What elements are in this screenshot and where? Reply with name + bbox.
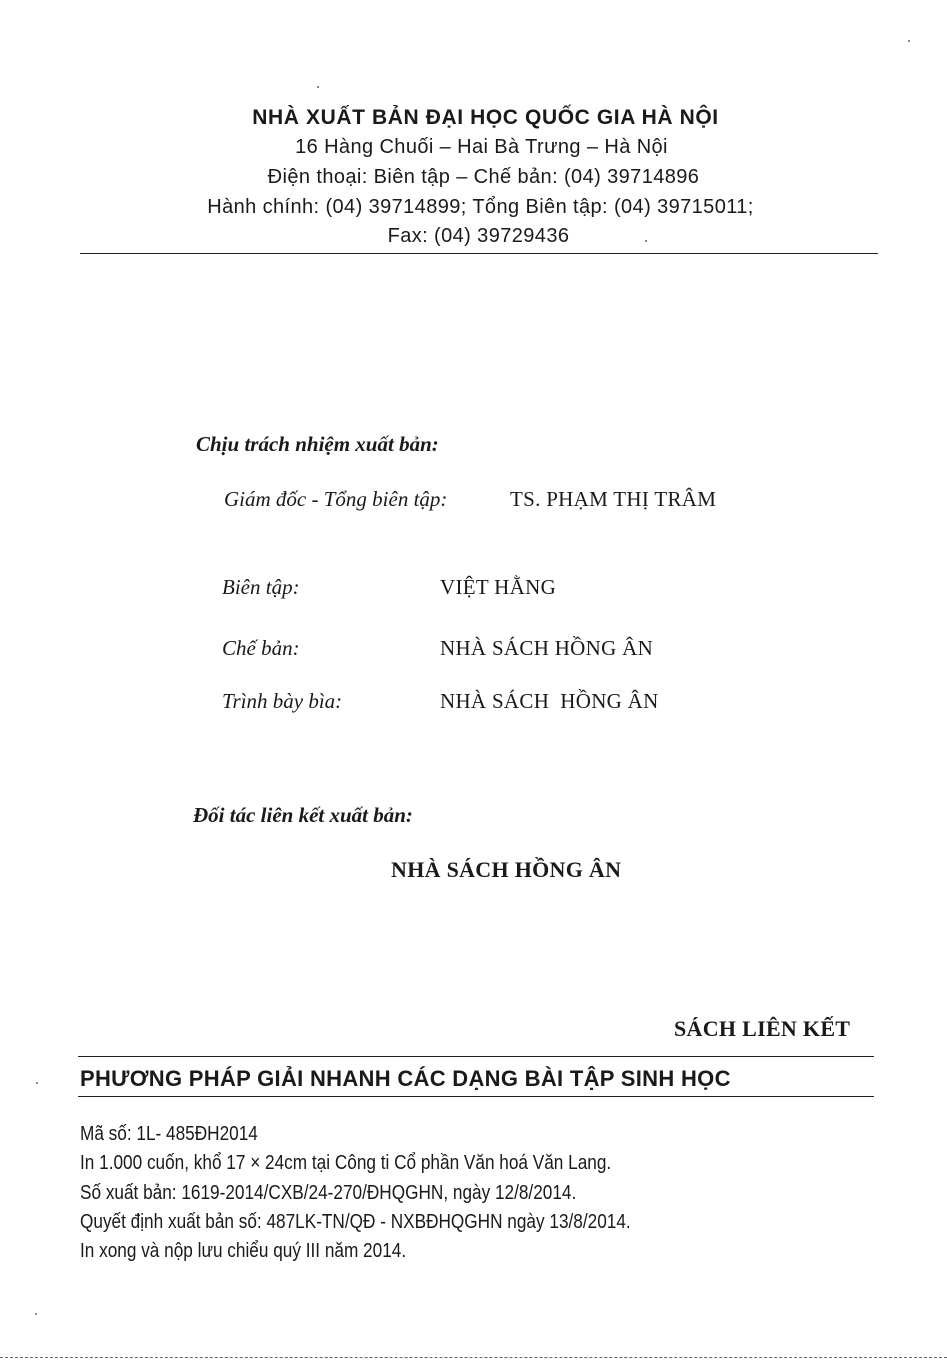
publisher-fax: Fax: (04) 39729436 <box>387 225 570 247</box>
book-type-label: SÁCH LIÊN KẾT <box>674 1016 851 1041</box>
book-title: PHƯƠNG PHÁP GIẢI NHANH CÁC DẠNG BÀI TẬP SINH HỌC <box>80 1066 731 1091</box>
partner-name: NHÀ SÁCH HỒNG ÂN <box>391 857 622 882</box>
colophon-line: Số xuất bản: 1619-2014/CXB/24-270/ĐHQGHN, ngày 12/8/2014. <box>80 1181 577 1204</box>
scan-speck <box>36 1082 38 1084</box>
title-top-rule <box>78 1056 874 1057</box>
scan-speck <box>317 86 319 88</box>
header-divider <box>80 253 878 254</box>
colophon-line: Mã số: 1L- 485ĐH2014 <box>80 1123 258 1145</box>
partner-heading: Đối tác liên kết xuất bản: <box>193 803 413 827</box>
scan-speck <box>35 1313 37 1315</box>
colophon-line: In 1.000 cuốn, khổ 17 × 24cm tại Công ti Cổ phần Văn hoá Văn Lang. <box>80 1152 612 1175</box>
publisher-name: NHÀ XUẤT BẢN ĐẠI HỌC QUỐC GIA HÀ NỘI <box>252 106 719 129</box>
editor-name: VIỆT HẰNG <box>440 575 557 599</box>
scan-speck <box>908 40 910 42</box>
responsibility-heading: Chịu trách nhiệm xuất bản: <box>196 432 439 456</box>
publisher-phone: Điện thoại: Biên tập – Chế bản: (04) 39714896 <box>267 166 700 188</box>
typesetting-label: Chế bản: <box>222 636 300 660</box>
cover-design-label: Trình bày bìa: <box>222 689 343 713</box>
publisher-address: 16 Hàng Chuối – Hai Bà Trưng – Hà Nội <box>295 136 668 158</box>
editor-label: Biên tập: <box>222 575 300 599</box>
director-label: Giám đốc - Tổng biên tập: <box>224 487 448 511</box>
cover-design-name: NHÀ SÁCH HỒNG ÂN <box>440 689 659 713</box>
typesetting-name: NHÀ SÁCH HỒNG ÂN <box>440 636 654 660</box>
colophon-line: Quyết định xuất bản số: 487LK-TN/QĐ - NXBĐHQGHN ngày 13/8/2014. <box>80 1210 631 1233</box>
title-bottom-rule <box>78 1096 874 1097</box>
colophon-line: In xong và nộp lưu chiểu quý III năm 2014. <box>80 1240 407 1263</box>
scan-edge <box>0 1357 947 1358</box>
publisher-admin-contacts: Hành chính: (04) 39714899; Tổng Biên tập: (04) 39715011; <box>207 196 754 218</box>
director-name: TS. PHẠM THỊ TRÂM <box>510 487 717 511</box>
scan-speck <box>645 240 647 242</box>
colophon <box>80 1120 631 1266</box>
